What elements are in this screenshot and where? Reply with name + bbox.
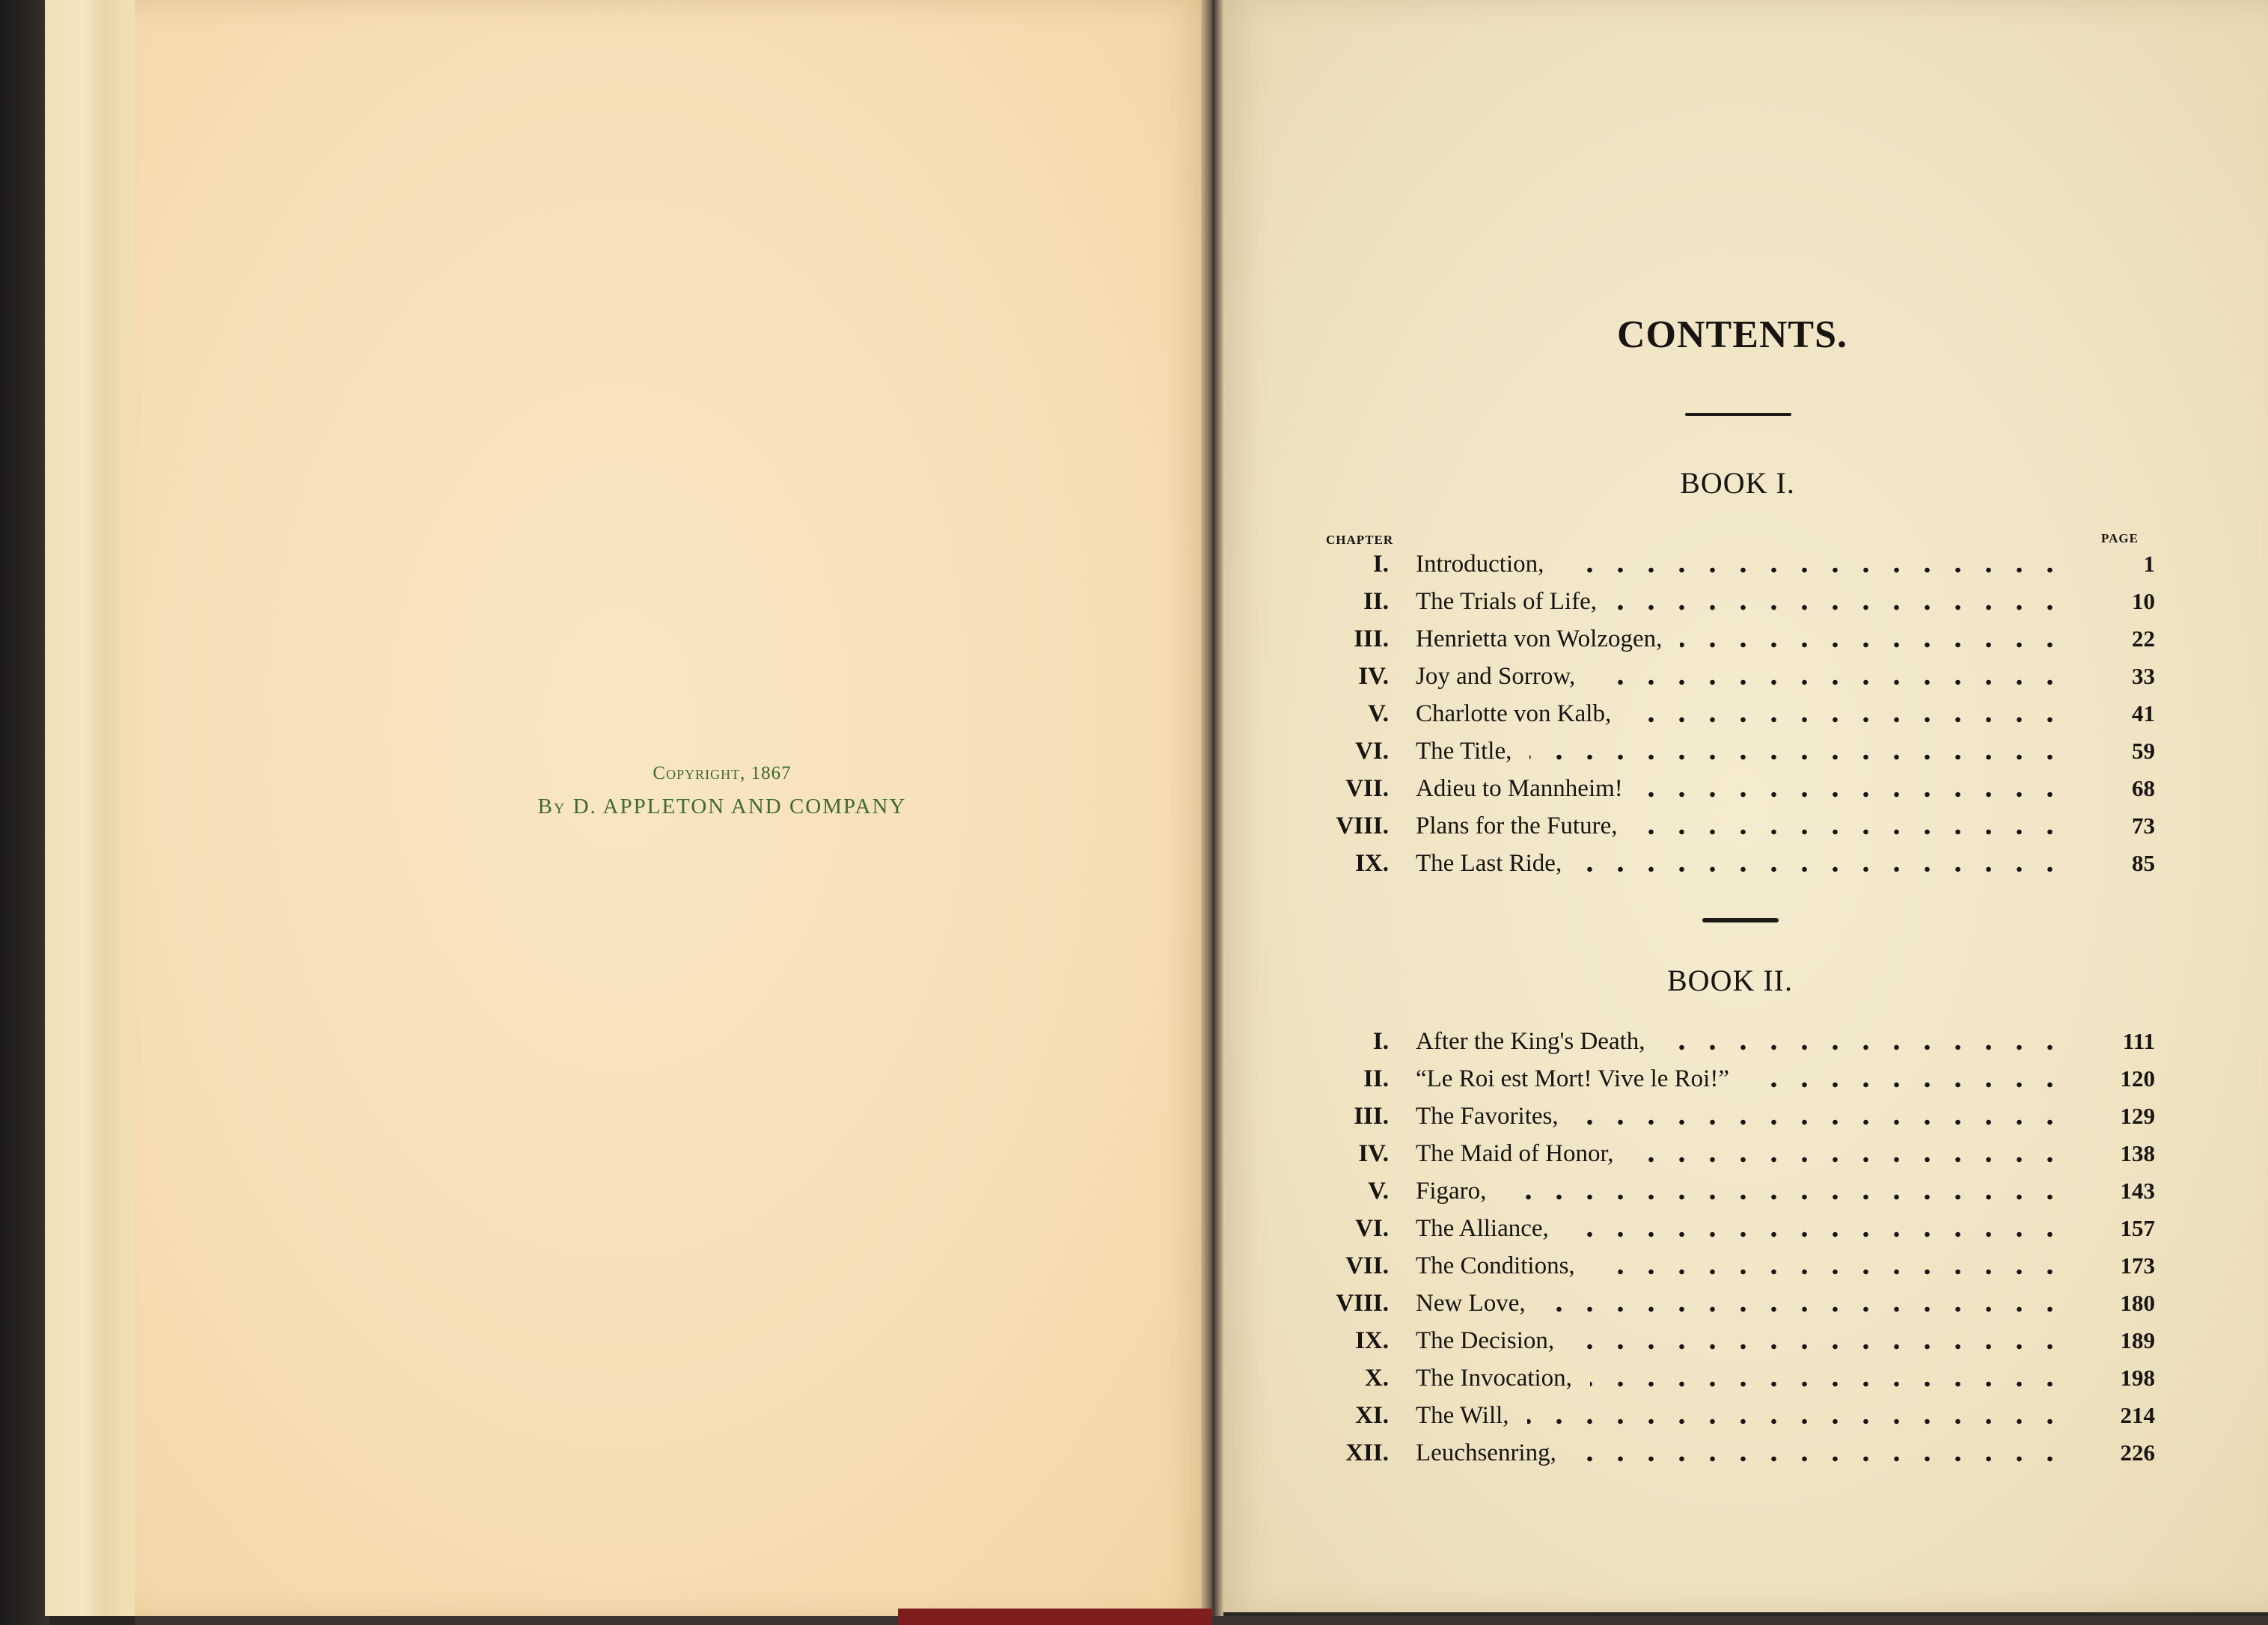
- chapter-title: Figaro,: [1416, 1178, 1487, 1205]
- contents-entry: [1317, 1061, 2155, 1098]
- page-column-heading: PAGE: [2101, 531, 2139, 545]
- chapter-numeral: V.: [1368, 700, 1389, 727]
- chapter-title: The Trials of Life,: [1416, 588, 1597, 615]
- chapter-title: “Le Roi est Mort! Vive le Roi!”: [1416, 1065, 1729, 1092]
- contents-entry: [1317, 696, 2155, 733]
- page-number: 157: [2120, 1215, 2155, 1241]
- dot-leader: [1544, 1302, 2065, 1317]
- chapter-numeral: IV.: [1358, 663, 1389, 690]
- dot-leader: [1635, 824, 2065, 839]
- chapter-title: The Last Ride,: [1416, 850, 1562, 877]
- page-number: 59: [2132, 738, 2155, 764]
- page-number: 85: [2132, 850, 2155, 876]
- contents-entry: [1317, 546, 2155, 584]
- chapter-title: The Will,: [1416, 1402, 1509, 1429]
- book-1-title: BOOK I.: [1680, 466, 1795, 500]
- chapter-numeral: XI.: [1355, 1402, 1389, 1429]
- chapter-numeral: I.: [1372, 1028, 1389, 1055]
- chapter-title: Henrietta von Wolzogen,: [1416, 625, 1663, 652]
- page-number: 41: [2132, 700, 2155, 726]
- chapter-numeral: VII.: [1345, 1252, 1389, 1279]
- page-stack-edge: [45, 0, 142, 1616]
- page-number: 138: [2120, 1140, 2155, 1166]
- contents-entry: [1317, 1211, 2155, 1248]
- book-2-contents-list: [1317, 1023, 2155, 1472]
- chapter-numeral: III.: [1354, 1103, 1389, 1130]
- dot-leader: [1580, 862, 2065, 877]
- contents-entry: [1317, 1360, 2155, 1398]
- page-number: 173: [2120, 1252, 2155, 1279]
- dot-leader: [1567, 1227, 2065, 1242]
- contents-entry: [1317, 1285, 2155, 1323]
- dot-leader: [1593, 675, 2065, 690]
- chapter-title: The Maid of Honor,: [1416, 1140, 1614, 1167]
- chapter-title: Charlotte von Kalb,: [1416, 700, 1612, 727]
- contents-entry: [1317, 1173, 2155, 1211]
- dot-leader: [1504, 1190, 2065, 1205]
- page-number: 180: [2120, 1290, 2155, 1316]
- chapter-numeral: IX.: [1355, 850, 1389, 877]
- dot-leader: [1641, 787, 2065, 802]
- dot-leader: [1663, 1040, 2065, 1055]
- contents-entry: [1317, 771, 2155, 808]
- contents-title: CONTENTS.: [1616, 313, 1848, 356]
- chapter-numeral: VIII.: [1336, 812, 1389, 839]
- contents-entry: [1317, 845, 2155, 883]
- ornamental-rule: [1685, 413, 1791, 416]
- chapter-title: Joy and Sorrow,: [1416, 663, 1576, 690]
- chapter-title: The Decision,: [1416, 1327, 1555, 1354]
- chapter-numeral: IV.: [1358, 1140, 1389, 1167]
- contents-entry: [1317, 658, 2155, 696]
- page-number: 1: [2143, 551, 2155, 577]
- contents-entry: [1317, 584, 2155, 621]
- cover-edge: [0, 0, 49, 1625]
- contents-entry: [1317, 733, 2155, 771]
- contents-entry: [1317, 621, 2155, 658]
- chapter-numeral: VI.: [1355, 1215, 1389, 1242]
- publisher-line: By D. APPLETON AND COMPANY: [537, 795, 907, 818]
- dot-leader: [1631, 1152, 2065, 1167]
- book-1-contents-list: [1317, 546, 2155, 883]
- page-number: 120: [2120, 1065, 2155, 1092]
- copyright-notice: [509, 763, 935, 819]
- dot-leader: [1590, 1377, 2065, 1392]
- red-binding-edge: [898, 1609, 1212, 1625]
- book-2-title: BOOK II.: [1667, 964, 1793, 997]
- chapter-title: Introduction,: [1416, 551, 1544, 578]
- dot-leader: [1747, 1077, 2065, 1092]
- chapter-title: The Title,: [1416, 738, 1512, 765]
- page-number: 129: [2120, 1103, 2155, 1129]
- dot-leader: [1577, 1115, 2065, 1130]
- contents-entry: [1317, 808, 2155, 845]
- page-number: 198: [2120, 1365, 2155, 1391]
- copyright-line: Copyright, 1867: [652, 763, 792, 783]
- dot-leader: [1572, 1339, 2065, 1354]
- page-number: 189: [2120, 1327, 2155, 1353]
- chapter-numeral: VI.: [1355, 738, 1389, 765]
- chapter-numeral: III.: [1354, 625, 1389, 652]
- contents-entry: [1317, 1098, 2155, 1136]
- chapter-title: New Love,: [1416, 1290, 1526, 1317]
- chapter-numeral: VII.: [1345, 775, 1389, 802]
- page-number: 10: [2132, 588, 2155, 614]
- chapter-title: The Favorites,: [1416, 1103, 1559, 1130]
- page-number: 214: [2120, 1402, 2155, 1428]
- page-number: 68: [2132, 775, 2155, 801]
- contents-entry: [1317, 1023, 2155, 1061]
- dot-leader: [1680, 637, 2065, 652]
- page-number: 226: [2120, 1439, 2155, 1466]
- chapter-title: Leuchsenring,: [1416, 1439, 1556, 1466]
- contents-entry: [1317, 1248, 2155, 1285]
- chapter-title: After the King's Death,: [1416, 1028, 1645, 1055]
- page-number: 22: [2132, 625, 2155, 652]
- dot-leader: [1527, 1414, 2065, 1429]
- chapter-numeral: II.: [1363, 1065, 1389, 1092]
- dot-leader: [1593, 1264, 2065, 1279]
- chapter-title: The Conditions,: [1416, 1252, 1575, 1279]
- chapter-numeral: I.: [1372, 551, 1389, 578]
- chapter-title: The Alliance,: [1416, 1215, 1549, 1242]
- chapter-numeral: II.: [1363, 588, 1389, 615]
- chapter-numeral: VIII.: [1336, 1290, 1389, 1317]
- chapter-title: Adieu to Mannheim!: [1416, 775, 1623, 802]
- chapter-numeral: V.: [1368, 1178, 1389, 1205]
- chapter-numeral: X.: [1364, 1365, 1389, 1392]
- dot-leader: [1629, 712, 2065, 727]
- chapter-numeral: XII.: [1345, 1439, 1389, 1466]
- dot-leader: [1574, 1451, 2065, 1466]
- dot-leader: [1562, 563, 2065, 578]
- contents-entry: [1317, 1435, 2155, 1472]
- section-rule: [1702, 918, 1779, 922]
- contents-entry: [1317, 1136, 2155, 1173]
- chapter-title: The Invocation,: [1416, 1365, 1572, 1392]
- page-number: 143: [2120, 1178, 2155, 1204]
- book-gutter: [1201, 0, 1223, 1625]
- contents-entry: [1317, 1323, 2155, 1360]
- dot-leader: [1615, 600, 2065, 615]
- chapter-numeral: IX.: [1355, 1327, 1389, 1354]
- dot-leader: [1529, 750, 2065, 765]
- chapter-title: Plans for the Future,: [1416, 812, 1618, 839]
- chapter-column-heading: CHAPTER: [1326, 533, 1394, 547]
- page-number: 33: [2132, 663, 2155, 689]
- page-number: 73: [2132, 812, 2155, 839]
- contents-entry: [1317, 1398, 2155, 1435]
- page-number: 111: [2122, 1028, 2155, 1054]
